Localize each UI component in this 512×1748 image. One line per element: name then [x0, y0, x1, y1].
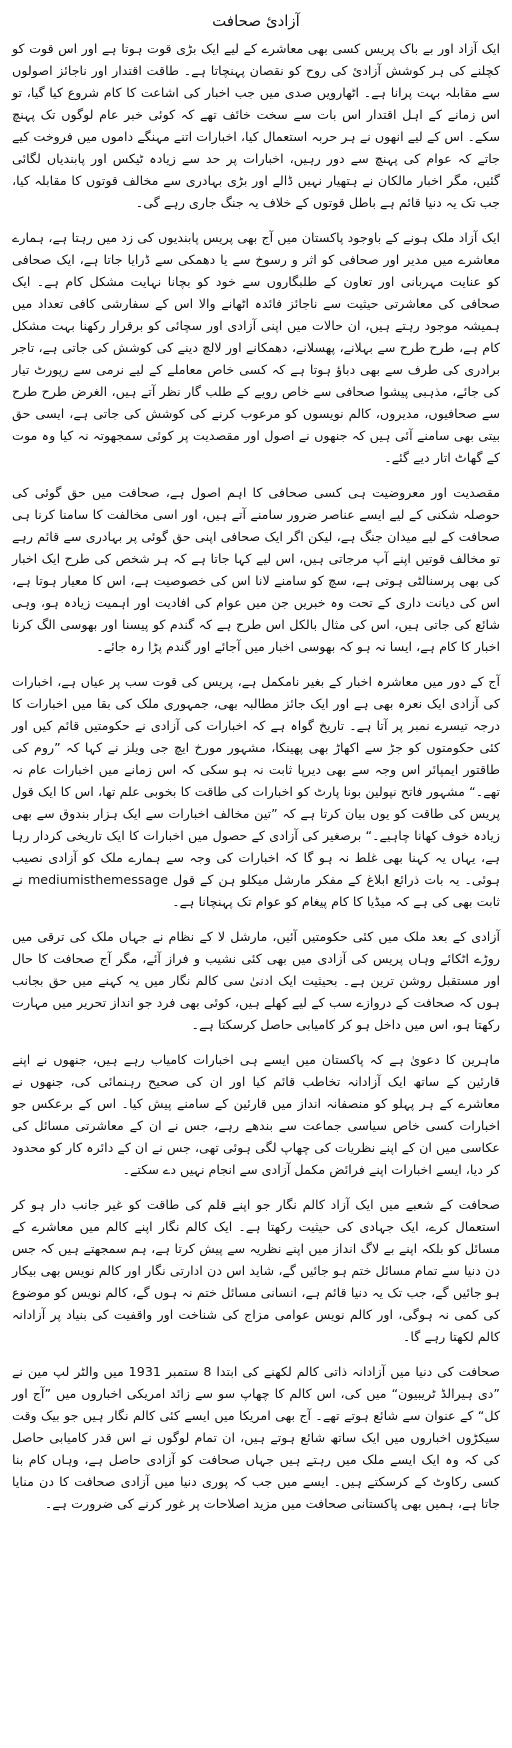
article-paragraph-5: آزادی کے بعد ملک میں کئی حکومتیں آئیں، مارشل لا کے نظام نے جہاں ملک کی ترقی میں روڑے اٹکائے وہاں پریس کی آزادی میں بھی کئی نشیب و فراز آئے، مگر آج صحافت کا حال اور مستقبل روشن ترین ہے۔ بحیثیت ایک ادنیٰ سی کالم نگار میں یہ کہنے میں حق بجانب ہوں کہ صحافت کے دروازے سب کے لیے کھلے ہیں، کوئی بھی فرد جو انداز تحریر میں مہارت رکھتا ہو، اس میں داخل ہو کر کامیابی حاصل کرسکتا ہے۔	[12, 929, 500, 1032]
article-paragraph-4: آج کے دور میں معاشرہ اخبار کے بغیر نامکمل ہے، پریس کی قوت سب پر عیاں ہے، اخبارات کی آزادی ایک نعرہ بھی ہے اور ایک جائز مطالبہ بھی، جمہوری ملک کی بقا میں اخبارات کا درجہ تیسرے نمبر پر آتا ہے۔ تاریخ گواہ ہے کہ اخبارات کی آزادی نے حکومتیں قائم کیں اور کئی حکومتوں کو جڑ سے اکھاڑ بھی پھینکا، مشہور مورخ ایچ جی ویلز نے کہا کہ ”روم کی طاقتور ایمپائر اس وجہ سے بھی دیرپا ثابت نہ ہو سکی کہ اس زمانے میں اخبارات عام نہ تھے۔“ مشہور فاتح نپولین بونا پارٹ کو اخبارات کی طاقت کا بخوبی علم تھا، اس کا ایک قول پریس کی طاقت کو یوں بیان کرتا ہے کہ ”تین مخالف اخبارات سے ایک ہزار بندوق سے بھی زیادہ خوف کھانا چاہیے۔“ برصغیر کی آزادی کے حصول میں اخبارات کا ایک تاریخی کردار رہا ہے، یہاں یہ کہنا بھی غلط نہ ہو گا کہ اخبارات کی وجہ سے ہمارے ملک کو آزادی نصیب ہوئی۔ یہ بات ذرائع ابلاغ کے مفکر مارشل میکلو ہن کے قول mediumisthemessage نے ثابت بھی کی ہے کہ میڈیا کا کام پیغام کو عوام تک پہنچانا ہے۔	[12, 674, 500, 909]
article-paragraph-3: مقصدیت اور معروضیت ہی کسی صحافی کا اہم اصول ہے، صحافت میں حق گوئی کی حوصلہ شکنی کے لیے ایسے عناصر ضرور سامنے آتے ہیں، اور اسی مخالفت کا سامنا کرنا ہی صحافت کے لیے میدان جنگ ہے، لیکن اگر ایک صحافی اپنی حق گوئی پر بہادری سے قائم رہے تو مخالف قوتیں اپنے آپ مرجاتی ہیں، اس لیے کہا جاتا ہے کہ ہر شخص کی طرح ایک اخبار کی بھی پرسنالٹی ہوتی ہے، سچ کو سامنے لانا اس کی خصوصیت ہے، اس کا معیار ہوتا ہے، اس کی دیانت داری کے تحت وہ خبریں جن میں عوام کی افادیت اور اہمیت زیادہ ہو، وہی شائع کی جاتی ہیں، اس کی مثال بالکل اس طرح ہے کہ گندم کو پیسنا اور بھوسی الگ کرنا اخبار کا کام ہے، ایسا نہ ہو کہ بھوسی اخبار میں آجائے اور گندم پڑا رہ جائے۔	[12, 485, 500, 654]
article-paragraph-7: صحافت کے شعبے میں ایک آزاد کالم نگار جو اپنے قلم کی طاقت کو غیر جانب دار ہو کر استعمال کرے، ایک جہادی کی حیثیت رکھتا ہے۔ ایک کالم نگار اپنے کالم میں معاشرے کے مسائل کو بلکہ اپنے بے لاگ انداز میں اپنے نظریہ سے پیش کرتا ہے، ہم سمجھتے ہیں کہ جس دن دنیا سے تمام مسائل ختم ہو جائیں گے، شاید اس دن ادارتی نگار اور کالم نویس بھی بیکار ہو جائیں گے، جب تک یہ دنیا قائم ہے، انسانی مسائل ختم نہ ہوں گے، کالم نویس کو موضوع کی کمی نہ ہوگی، اور کالم نویس عوامی مزاج کی شناخت اور واقفیت کی بنیاد پر آزادانہ کالم لکھتا رہے گا۔	[12, 1197, 500, 1344]
article-paragraph-6: ماہرین کا دعویٰ ہے کہ پاکستان میں ایسے ہی اخبارات کامیاب رہے ہیں، جنھوں نے اپنے قارئین کے ساتھ ایک آزادانہ تخاطب قائم کیا اور ان کی صحیح رہنمائی کی، جنھوں نے معاشرے کے ہر پہلو کو منصفانہ انداز میں قارئین کے سامنے پیش کیا۔ اس کے برعکس جو اخبارات کسی خاص سیاسی جماعت سے بندھے رہے، جس نے ان کے معاشرتی مسائل کی عکاسی میں ان کے اپنے نظریات کی چھاپ لگی ہوئی تھی، جس نے ان کے دائرہ کار کو محدود کر دیا، ایسے اخبارات اپنے فرائض مکمل آزادی سے انجام نہیں دے سکتے۔	[12, 1052, 500, 1177]
article-paragraph-8: صحافت کی دنیا میں آزادانہ ذاتی کالم لکھنے کی ابتدا 8 ستمبر 1931 میں والٹر لپ مین نے ”دی ہیرالڈ ٹریبیون“ میں کی، اس کالم کا چھاپ سو سے زائد امریکی اخباروں میں ”آج اور کل“ کے عنوان سے شائع ہوتے تھے۔ آج بھی امریکا میں ایسے کئی کالم نگار ہیں جو بیک وقت سیکڑوں اخباروں میں ایک ساتھ شائع ہوتے ہیں، ان تمام لوگوں نے اس قدر کامیابی حاصل کی کہ وہ ایک ایسے ملک میں رہتے ہیں جہاں صحافت کو آزادی حاصل ہے، وہاں کام بنا کسی رکاوٹ کے کرسکتے ہیں۔ ایسے میں جب کہ پوری دنیا میں آزادی صحافت کا دن منایا جاتا ہے، ہمیں بھی پاکستانی صحافت میں مزید اصلاحات پر غور کرنے کی ضرورت ہے۔	[12, 1364, 500, 1511]
article-title: آزادیٔ صحافت	[212, 12, 300, 30]
article-paragraph-1: ایک آزاد اور بے باک پریس کسی بھی معاشرے کے لیے ایک بڑی قوت ہوتا ہے اور اس قوت کو کچلنے کی ہر کوشش آزادیٔ کی روح کو نقصان پہنچاتا ہے۔ طاقت اقتدار اور ناجائز اصولوں سے مقابلہ بہت پرانا ہے۔ اٹھارویں صدی میں جب اخبار کی اشاعت کا کام شروع کیا گیا، تو اس زمانے کے اہل اقتدار اس بات سے سخت خائف تھے کہ کوئی خبر عام لوگوں تک پہنچ سکے۔ اس کے لیے انھوں نے ہر حربہ استعمال کیا، اخبارات اتنے مہنگے داموں میں فروخت کیے جاتے کہ عوام کی پہنچ سے دور رہیں، اخبارات پر حد سے زیادہ ٹیکس اور پابندیاں لگائی گئیں، مگر اخبار مالکان نے ہتھیار نہیں ڈالے اور بڑی بہادری سے مخالف قوتوں کا مقابلہ کیا، جب تک یہ دنیا قائم ہے باطل قوتوں کے خلاف یہ جنگ جاری رہے گی۔	[12, 41, 500, 210]
article-paragraph-2: ایک آزاد ملک ہونے کے باوجود پاکستان میں آج بھی پریس پابندیوں کی زد میں رہتا ہے، ہمارے معاشرے میں مدیر اور صحافی کو اثر و رسوخ سے یا دھمکی سے ڈرایا جاتا ہے، ایک صحافی کو عنایت مہربانی اور تعاون کے طلبگاروں سے خود کو بچانا نہایت مشکل کام ہے۔ ایک صحافی کی معاشرتی حیثیت سے ناجائز فائدہ اٹھانے والا اس کے سفارشی کافی تعداد میں ہمیشہ موجود رہتے ہیں، ان حالات میں اپنی آزادی اور سچائی کو برقرار رکھنا بہت مشکل کام ہے، طرح طرح سے بہلانے، پھسلانے، دھمکانے اور لالچ دینے کی کوشش کی جاتی ہے، تاجر برادری کی طرف سے بھی دباؤ ہوتا ہے کہ کسی خاص معاملے کے لیے نرمی سے رپورٹ تیار کی جائے، مذہبی پیشوا صحافی سے خاص رویے کے طلب گار نظر آتے ہیں، الغرض طرح طرح سے صحافیوں، مدیروں، کالم نویسوں کو مرعوب کرنے کی کوشش کی جاتی ہے، ایسی حق بیتی بھی سامنے آئی ہیں کہ جنھوں نے اصول اور مقصدیت پر کوئی سمجھوتہ نہ کیا وہ موت کے گھاٹ اتار دیے گئے۔	[12, 230, 500, 465]
